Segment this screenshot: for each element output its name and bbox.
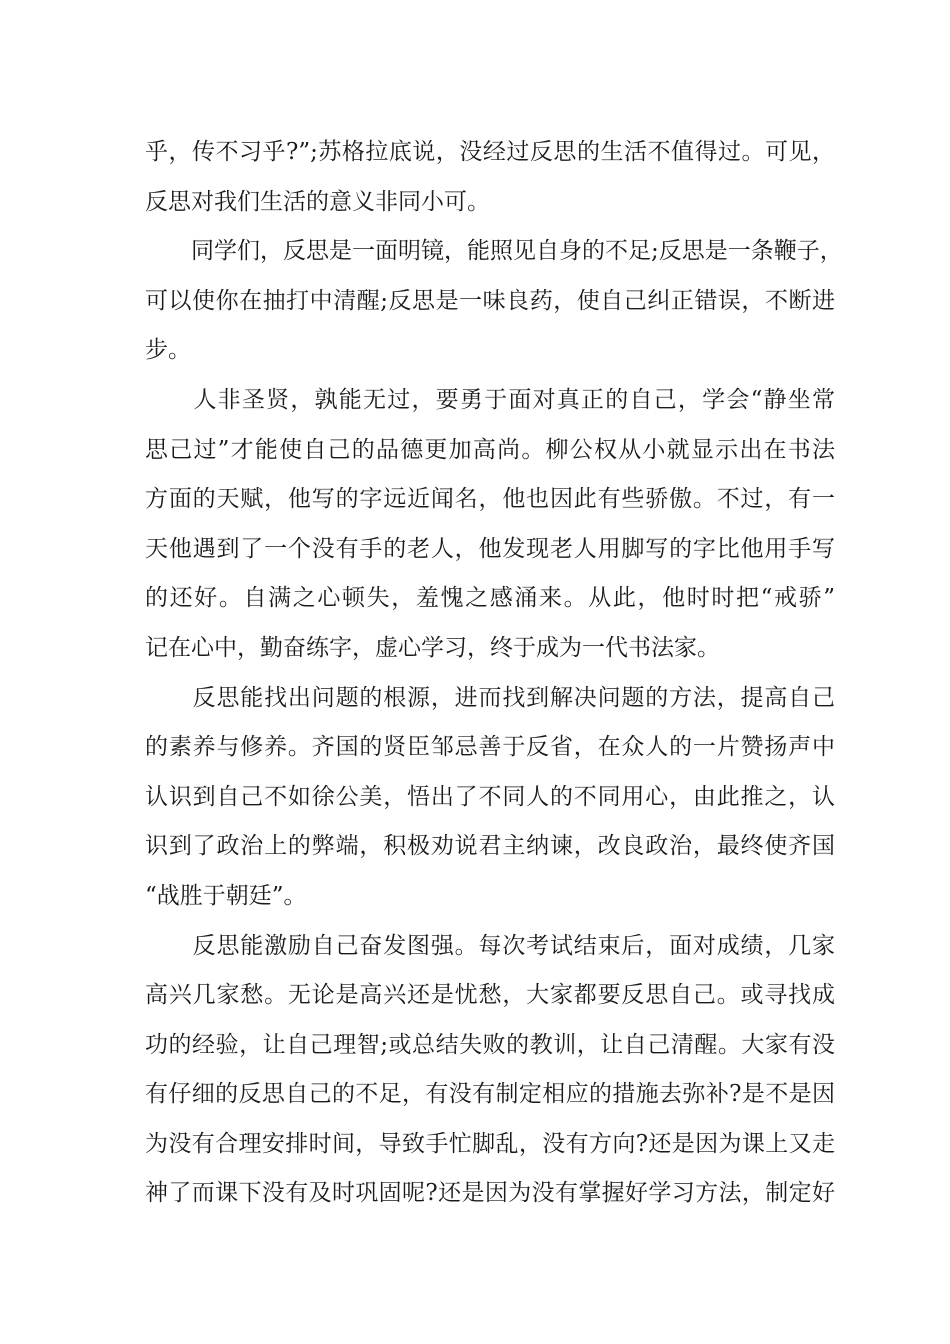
text-line: 神了而课下没有及时巩固呢?还是因为没有掌握好学习方法，制定好: [145, 1180, 835, 1207]
text-line: 思己过”才能使自己的品德更加高尚。柳公权从小就显示出在书法: [145, 436, 835, 463]
text-line: 为没有合理安排时间，导致手忙脚乱，没有方向?还是因为课上又走: [145, 1130, 835, 1157]
body-text: [145, 128, 843, 1219]
text-line: 反思对我们生活的意义非同小可。: [145, 188, 490, 215]
text-line: 可以使你在抽打中清醒;反思是一味良药，使自己纠正错误，不断进: [145, 287, 835, 314]
text-line: 高兴几家愁。无论是高兴还是忧愁，大家都要反思自己。或寻找成: [145, 982, 835, 1009]
paragraph: [145, 922, 835, 1220]
text-line: 步。: [145, 337, 191, 364]
text-line: 人非圣贤，孰能无过，要勇于面对真正的自己，学会“静坐常: [145, 386, 835, 413]
paragraph: [145, 227, 843, 376]
paragraph: [145, 376, 835, 674]
text-line: “战胜于朝廷”。: [145, 882, 307, 909]
text-line: 乎，传不习乎?”;苏格拉底说，没经过反思的生活不值得过。可见，: [145, 139, 835, 165]
text-line: 识到了政治上的弊端，积极劝说君主纳谏，改良政治，最终使齐国: [145, 833, 835, 860]
text-line: 反思能激励自己奋发图强。每次考试结束后，面对成绩，几家: [145, 932, 835, 959]
text-line: 反思能找出问题的根源，进而找到解决问题的方法，提高自己: [145, 684, 835, 711]
text-line: 方面的天赋，他写的字远近闻名，他也因此有些骄傲。不过，有一: [145, 486, 835, 513]
text-line: 天他遇到了一个没有手的老人，他发现老人用脚写的字比他用手写: [145, 535, 835, 562]
text-line: 记在心中，勤奋练字，虚心学习，终于成为一代书法家。: [145, 634, 720, 661]
text-line: 功的经验，让自己理智;或总结失败的教训，让自己清醒。大家有没: [145, 1031, 835, 1058]
paragraph: [145, 128, 835, 227]
text-line: 认识到自己不如徐公美，悟出了不同人的不同用心，由此推之，认: [145, 783, 835, 810]
paragraph: [145, 674, 835, 922]
text-line: 有仔细的反思自己的不足，有没有制定相应的措施去弥补?是不是因: [145, 1081, 835, 1108]
text-line: 的素养与修养。齐国的贤臣邹忌善于反省，在众人的一片赞扬声中: [145, 734, 835, 761]
text-line: 的还好。自满之心顿失，羞愧之感涌来。从此，他时时把“戒骄”: [145, 585, 835, 612]
text-line: 同学们，反思是一面明镜，能照见自身的不足;反思是一条鞭子，: [145, 238, 843, 265]
